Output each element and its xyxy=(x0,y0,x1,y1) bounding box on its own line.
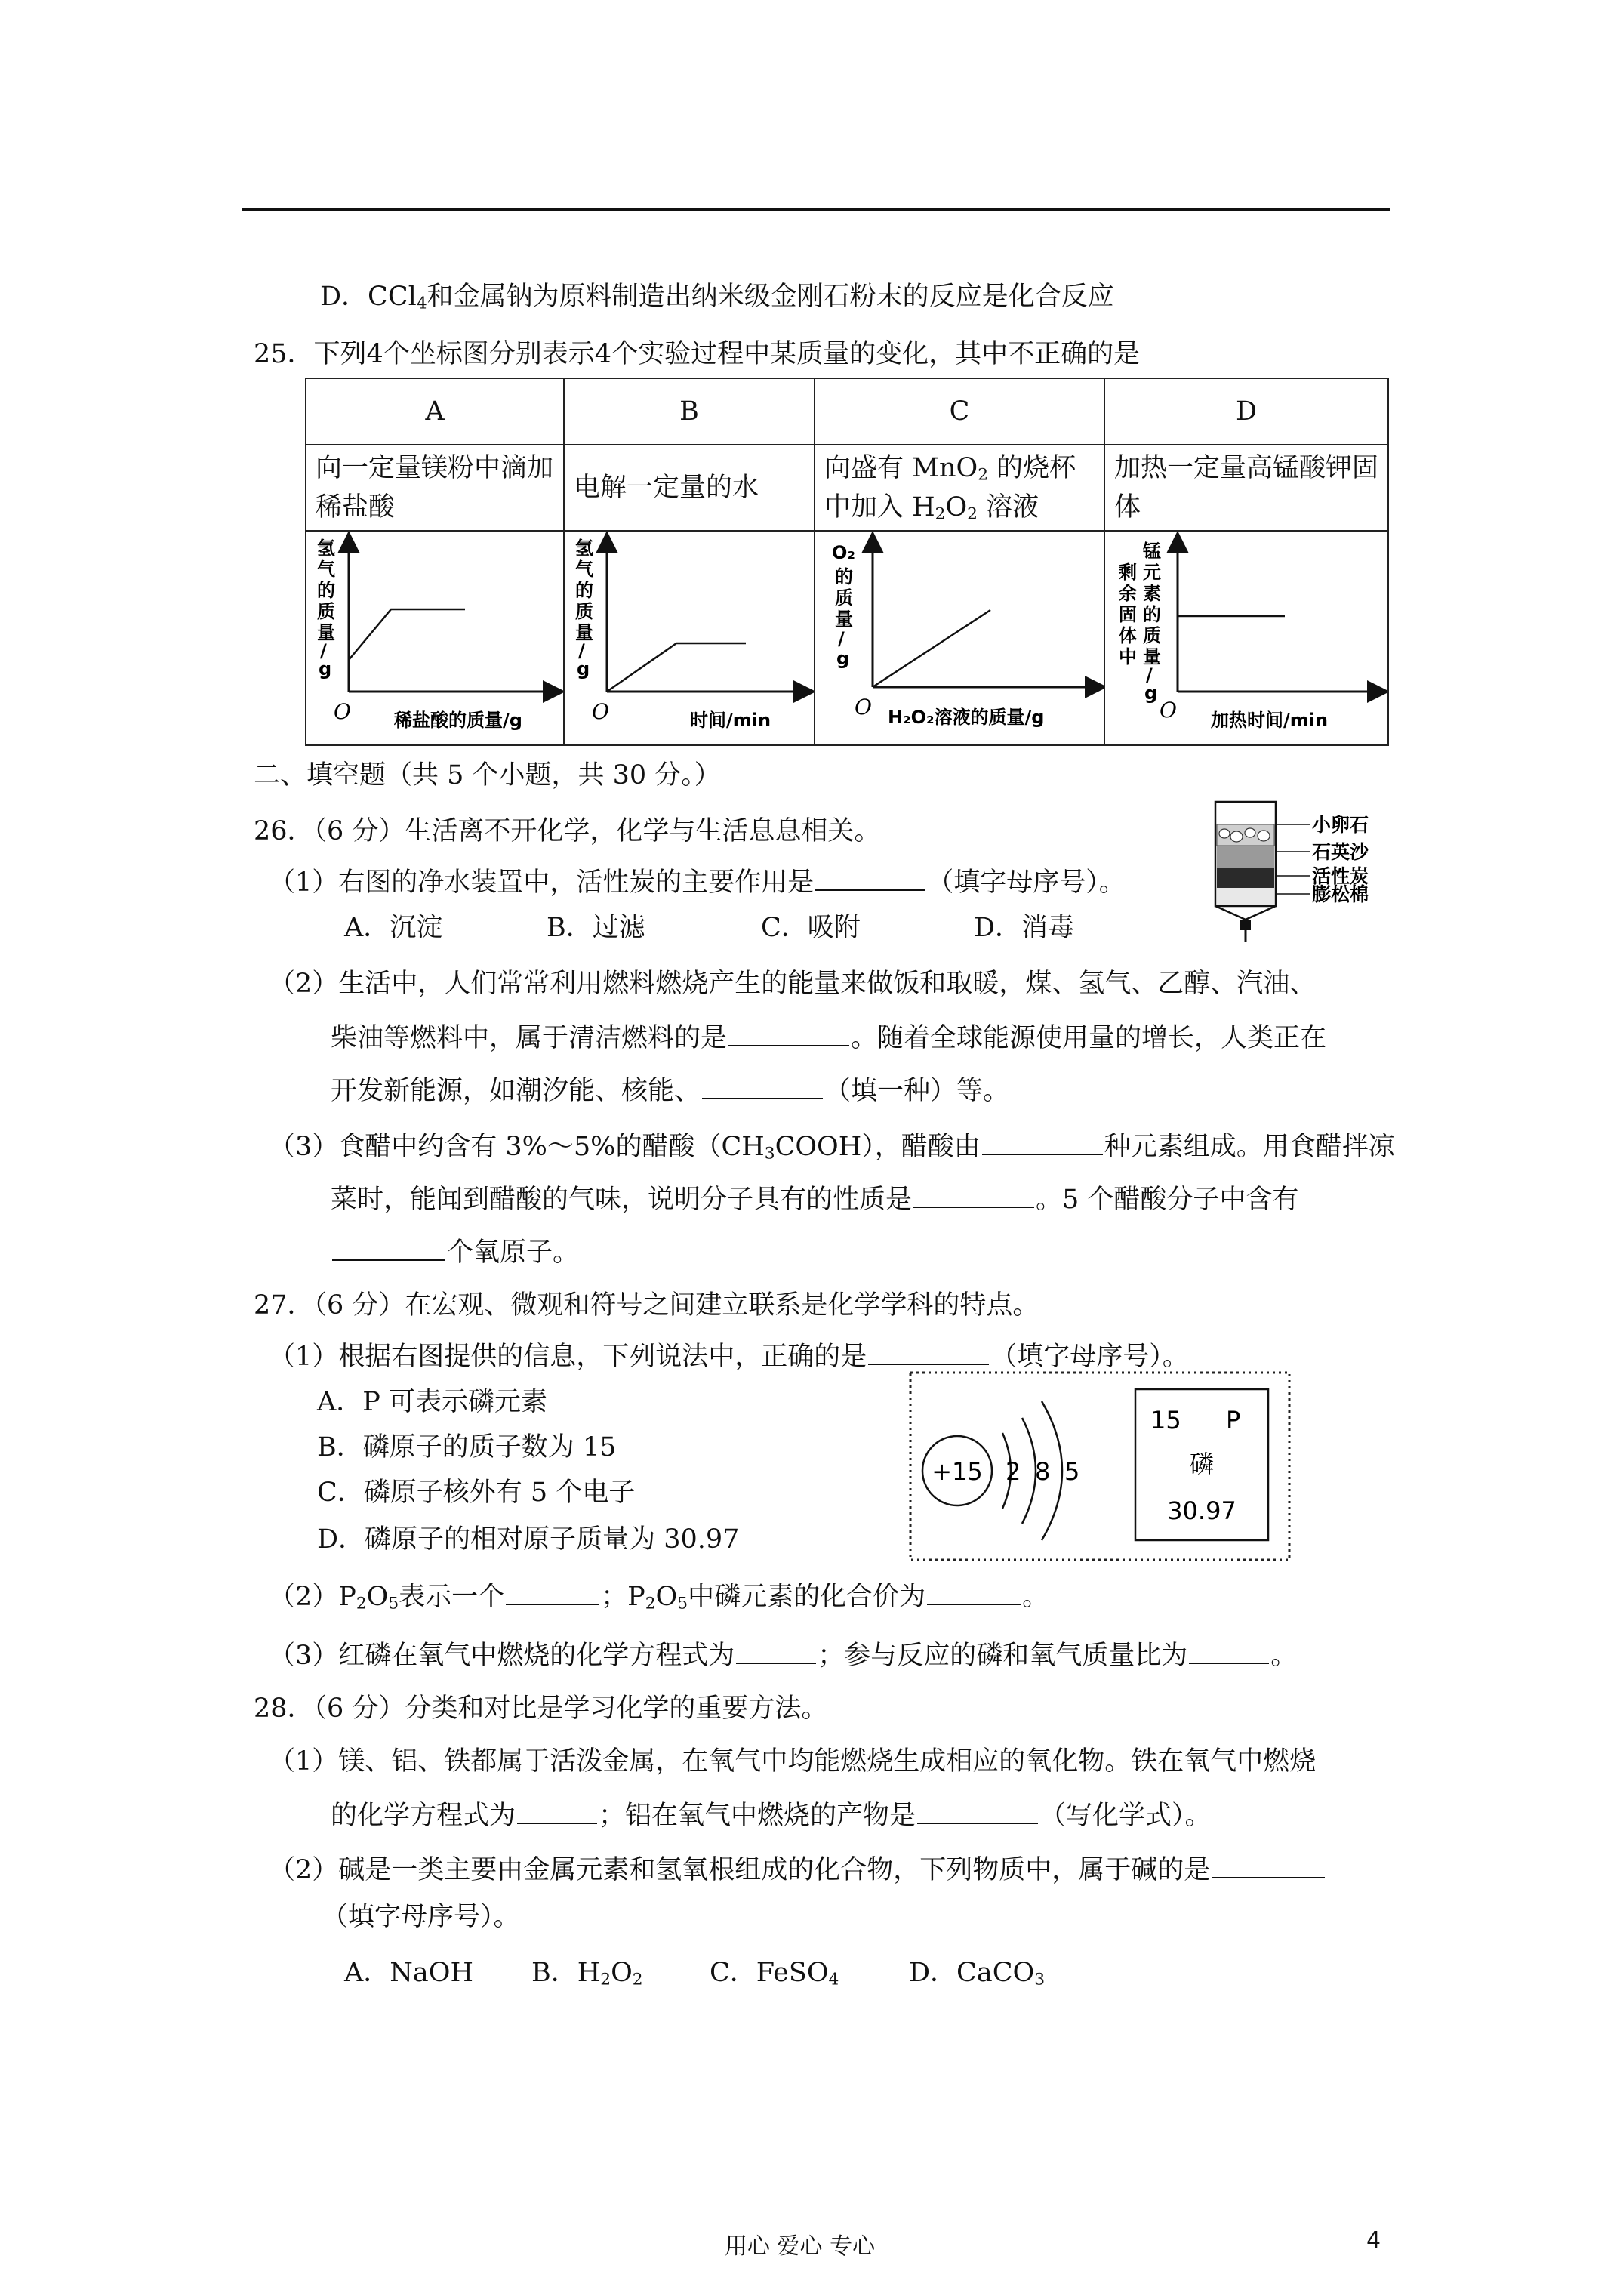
element-name: 磷 xyxy=(1189,1450,1215,1478)
graph-a-ylabel xyxy=(317,538,335,680)
q27-blank-5[interactable] xyxy=(1189,1637,1269,1664)
graph-c-ylabel xyxy=(832,542,855,669)
q25-graph-b xyxy=(565,532,814,744)
svg-text:素: 素 xyxy=(1143,583,1161,604)
q27-opt-d: D．磷原子的相对原子质量为 30.97 xyxy=(317,1524,740,1555)
q26-part3-line3: 个氧原子。 xyxy=(331,1234,579,1270)
svg-text:气: 气 xyxy=(317,559,335,580)
filter-label-pebble: 小卵石 xyxy=(1312,814,1369,836)
q28-part2-line2: （填字母序号）。 xyxy=(322,1902,520,1932)
q25-desc-b: 电解一定量的水 xyxy=(574,473,759,503)
q26-blank-5[interactable] xyxy=(913,1181,1034,1208)
q27-blank-4[interactable] xyxy=(736,1637,816,1664)
filter-label-sand: 石英沙 xyxy=(1312,841,1369,863)
q26-part2-line1: （2）生活中，人们常常利用燃料燃烧产生的能量来做饭和取暖，煤、氢气、乙醇、汽油、 xyxy=(269,969,1317,999)
svg-text:量: 量 xyxy=(1143,646,1161,667)
water-filter-figure xyxy=(1205,794,1394,945)
graph-d-ylabel xyxy=(1119,541,1161,704)
svg-text:质: 质 xyxy=(317,601,335,622)
svg-text:/: / xyxy=(1146,664,1153,686)
q27-part1: （1）根据右图提供的信息，下列说法中，正确的是 （填字母序号）。 xyxy=(269,1338,1189,1374)
svg-text:体: 体 xyxy=(1119,625,1137,646)
q25-desc-c: 向盛有 MnO$_2$ 的烧杯中加入 $H_2O_2$ 溶液 xyxy=(824,453,1076,524)
q26-part2-line2: 柴油等燃料中，属于清洁燃料的是 。随着全球能源使用量的增长，人类正在 xyxy=(331,1019,1326,1056)
q28-opt-a: A．NaOH xyxy=(344,1958,473,1988)
svg-text:量: 量 xyxy=(317,622,335,643)
svg-text:g: g xyxy=(1144,683,1158,704)
svg-text:g: g xyxy=(836,648,850,669)
svg-text:O₂: O₂ xyxy=(832,542,855,563)
q26-blank-4[interactable] xyxy=(982,1128,1103,1155)
svg-text:的: 的 xyxy=(317,580,335,601)
graph-c-xlabel: H₂O₂溶液的质量/g xyxy=(888,707,1045,728)
q28-blank-3[interactable] xyxy=(1212,1851,1325,1878)
q27-opt-c: C．磷原子核外有 5 个电子 xyxy=(317,1478,636,1508)
q27-opt-a: A．P 可表示磷元素 xyxy=(317,1387,547,1417)
q25-table xyxy=(305,378,1389,746)
graph-b-origin: O xyxy=(592,699,609,724)
footer-slogan: 用心 爱心 专心 xyxy=(725,2233,876,2260)
q25-desc-d: 加热一定量高锰酸钾固体 xyxy=(1114,453,1379,522)
svg-text:锰: 锰 xyxy=(1143,541,1161,562)
q24-option-d: D．CCl$_4$和金属钠为原料制造出纳米级金刚石粉末的反应是化合反应 xyxy=(320,282,1114,313)
svg-text:g: g xyxy=(319,658,332,680)
q27-part2: $(2)P_2O_5$表示一个 ；$P_2O_5$中磷元素的化合价为 。 xyxy=(269,1578,1049,1614)
svg-text:固: 固 xyxy=(1119,604,1137,625)
svg-text:氢: 氢 xyxy=(317,538,335,559)
shell-1-count: 2 xyxy=(1006,1457,1021,1486)
svg-text:/: / xyxy=(838,628,845,649)
svg-text:的: 的 xyxy=(1143,604,1161,625)
graph-b-xlabel: 时间/min xyxy=(690,710,771,731)
q25-header-d: D xyxy=(1104,378,1388,445)
q25-header-a: A xyxy=(306,378,564,445)
svg-text:质: 质 xyxy=(835,587,853,609)
q26-opt-d: D．消毒 xyxy=(974,913,1075,943)
svg-text:剩: 剩 xyxy=(1119,562,1137,583)
q26-blank-1[interactable] xyxy=(815,864,925,891)
q27-stem: 27．（6 分）在宏观、微观和符号之间建立联系是化学学科的特点。 xyxy=(254,1290,1039,1321)
filter-label-cotton: 膨松棉 xyxy=(1312,883,1369,905)
q27-blank-1[interactable] xyxy=(868,1338,989,1365)
svg-text:中: 中 xyxy=(1119,646,1137,667)
header-rule xyxy=(242,208,1390,211)
graph-b-ylabel xyxy=(575,538,593,680)
graph-b-line xyxy=(607,643,746,692)
svg-text:量: 量 xyxy=(835,609,853,630)
section-2-title: 二、填空题（共 5 个小题，共 30 分。） xyxy=(254,760,721,791)
svg-text:的: 的 xyxy=(835,566,853,587)
svg-text:氢: 氢 xyxy=(575,538,593,559)
q26-blank-3[interactable] xyxy=(702,1072,823,1099)
q25-graph-c xyxy=(815,532,1104,744)
q26-opt-b: B．过滤 xyxy=(547,913,645,943)
q25-graph-a xyxy=(306,532,563,744)
phosphorus-figure xyxy=(909,1371,1291,1561)
q26-part3-line1: （3）食醋中约含有 3%～5%的醋酸$(CH_3COOH)$，醋酸由 种元素组成。用食醋拌凉 xyxy=(269,1128,1395,1164)
q26-part1: （1）右图的净水装置中，活性炭的主要作用是 （填字母序号）。 xyxy=(269,864,1126,900)
q28-part2-line1: （2）碱是一类主要由金属元素和氢氧根组成的化合物，下列物质中，属于碱的是 xyxy=(269,1851,1326,1888)
shell-2-count: 8 xyxy=(1035,1457,1051,1486)
svg-text:质: 质 xyxy=(575,601,593,622)
svg-text:质: 质 xyxy=(1143,625,1161,646)
q28-part1-line2: 的化学方程式为 ；铝在氧气中燃烧的产物是 （写化学式）。 xyxy=(331,1797,1212,1833)
graph-d-origin: O xyxy=(1160,698,1177,723)
q27-blank-2[interactable] xyxy=(506,1578,599,1605)
graph-a-xlabel: 稀盐酸的质量/g xyxy=(394,710,522,731)
q25-graph-d xyxy=(1105,532,1387,744)
svg-text:余: 余 xyxy=(1119,583,1137,604)
q26-blank-6[interactable] xyxy=(332,1234,445,1261)
q25-header-b: B xyxy=(564,378,815,445)
svg-text:元: 元 xyxy=(1143,562,1161,583)
shell-3-count: 5 xyxy=(1064,1457,1080,1486)
page-number: 4 xyxy=(1366,2227,1381,2254)
graph-a-origin: O xyxy=(334,699,351,724)
svg-text:g: g xyxy=(577,658,590,680)
atom-nucleus-charge: +15 xyxy=(932,1457,983,1486)
graph-c-origin: O xyxy=(855,695,872,720)
q26-blank-2[interactable] xyxy=(728,1019,849,1046)
q25-stem: 25．下列4个坐标图分别表示4个实验过程中某质量的变化，其中不正确的是 xyxy=(254,339,1141,369)
element-symbol: P xyxy=(1226,1406,1241,1435)
graph-a-line xyxy=(349,609,465,660)
q28-part1-line1: （1）镁、铝、铁都属于活泼金属，在氧气中均能燃烧生成相应的氧化物。铁在氧气中燃烧 xyxy=(269,1746,1317,1777)
q28-opt-d: D．CaCO$_3$ xyxy=(909,1958,1045,1989)
graph-c-line xyxy=(873,610,990,687)
svg-text:/: / xyxy=(320,640,327,661)
element-number: 15 xyxy=(1150,1406,1181,1435)
q28-stem: 28．（6 分）分类和对比是学习化学的重要方法。 xyxy=(254,1693,828,1724)
filter-label-carbon: 活性炭 xyxy=(1312,865,1369,887)
graph-d-xlabel: 加热时间/min xyxy=(1211,710,1329,731)
svg-text:的: 的 xyxy=(575,580,593,601)
q26-part3-line2: 菜时，能闻到醋酸的气味，说明分子具有的性质是 。5 个醋酸分子中含有 xyxy=(331,1181,1298,1217)
q28-opt-b: B．$H_2O_2$ xyxy=(531,1958,643,1989)
q27-blank-3[interactable] xyxy=(927,1578,1021,1605)
q27-opt-b: B．磷原子的质子数为 15 xyxy=(317,1432,617,1462)
q26-stem: 26．（6 分）生活离不开化学，化学与生活息息相关。 xyxy=(254,816,881,846)
q28-blank-2[interactable] xyxy=(917,1797,1038,1824)
svg-text:量: 量 xyxy=(575,622,593,643)
q26-part2-line3: 开发新能源，如潮汐能、核能、 （填一种）等。 xyxy=(331,1072,1009,1108)
q26-opt-a: A．沉淀 xyxy=(344,913,443,943)
q25-header-c: C xyxy=(815,378,1104,445)
q27-part3: （3）红磷在氧气中燃烧的化学方程式为 ；参与反应的磷和氧气质量比为 。 xyxy=(269,1637,1297,1673)
q25-desc-a: 向一定量镁粉中滴加稀盐酸 xyxy=(316,453,554,522)
svg-text:/: / xyxy=(578,640,585,661)
svg-text:气: 气 xyxy=(575,559,593,580)
q26-opt-c: C．吸附 xyxy=(761,913,861,943)
q28-blank-1[interactable] xyxy=(517,1797,597,1824)
element-mass: 30.97 xyxy=(1167,1496,1236,1525)
q28-opt-c: C．FeSO$_4$ xyxy=(710,1958,839,1989)
